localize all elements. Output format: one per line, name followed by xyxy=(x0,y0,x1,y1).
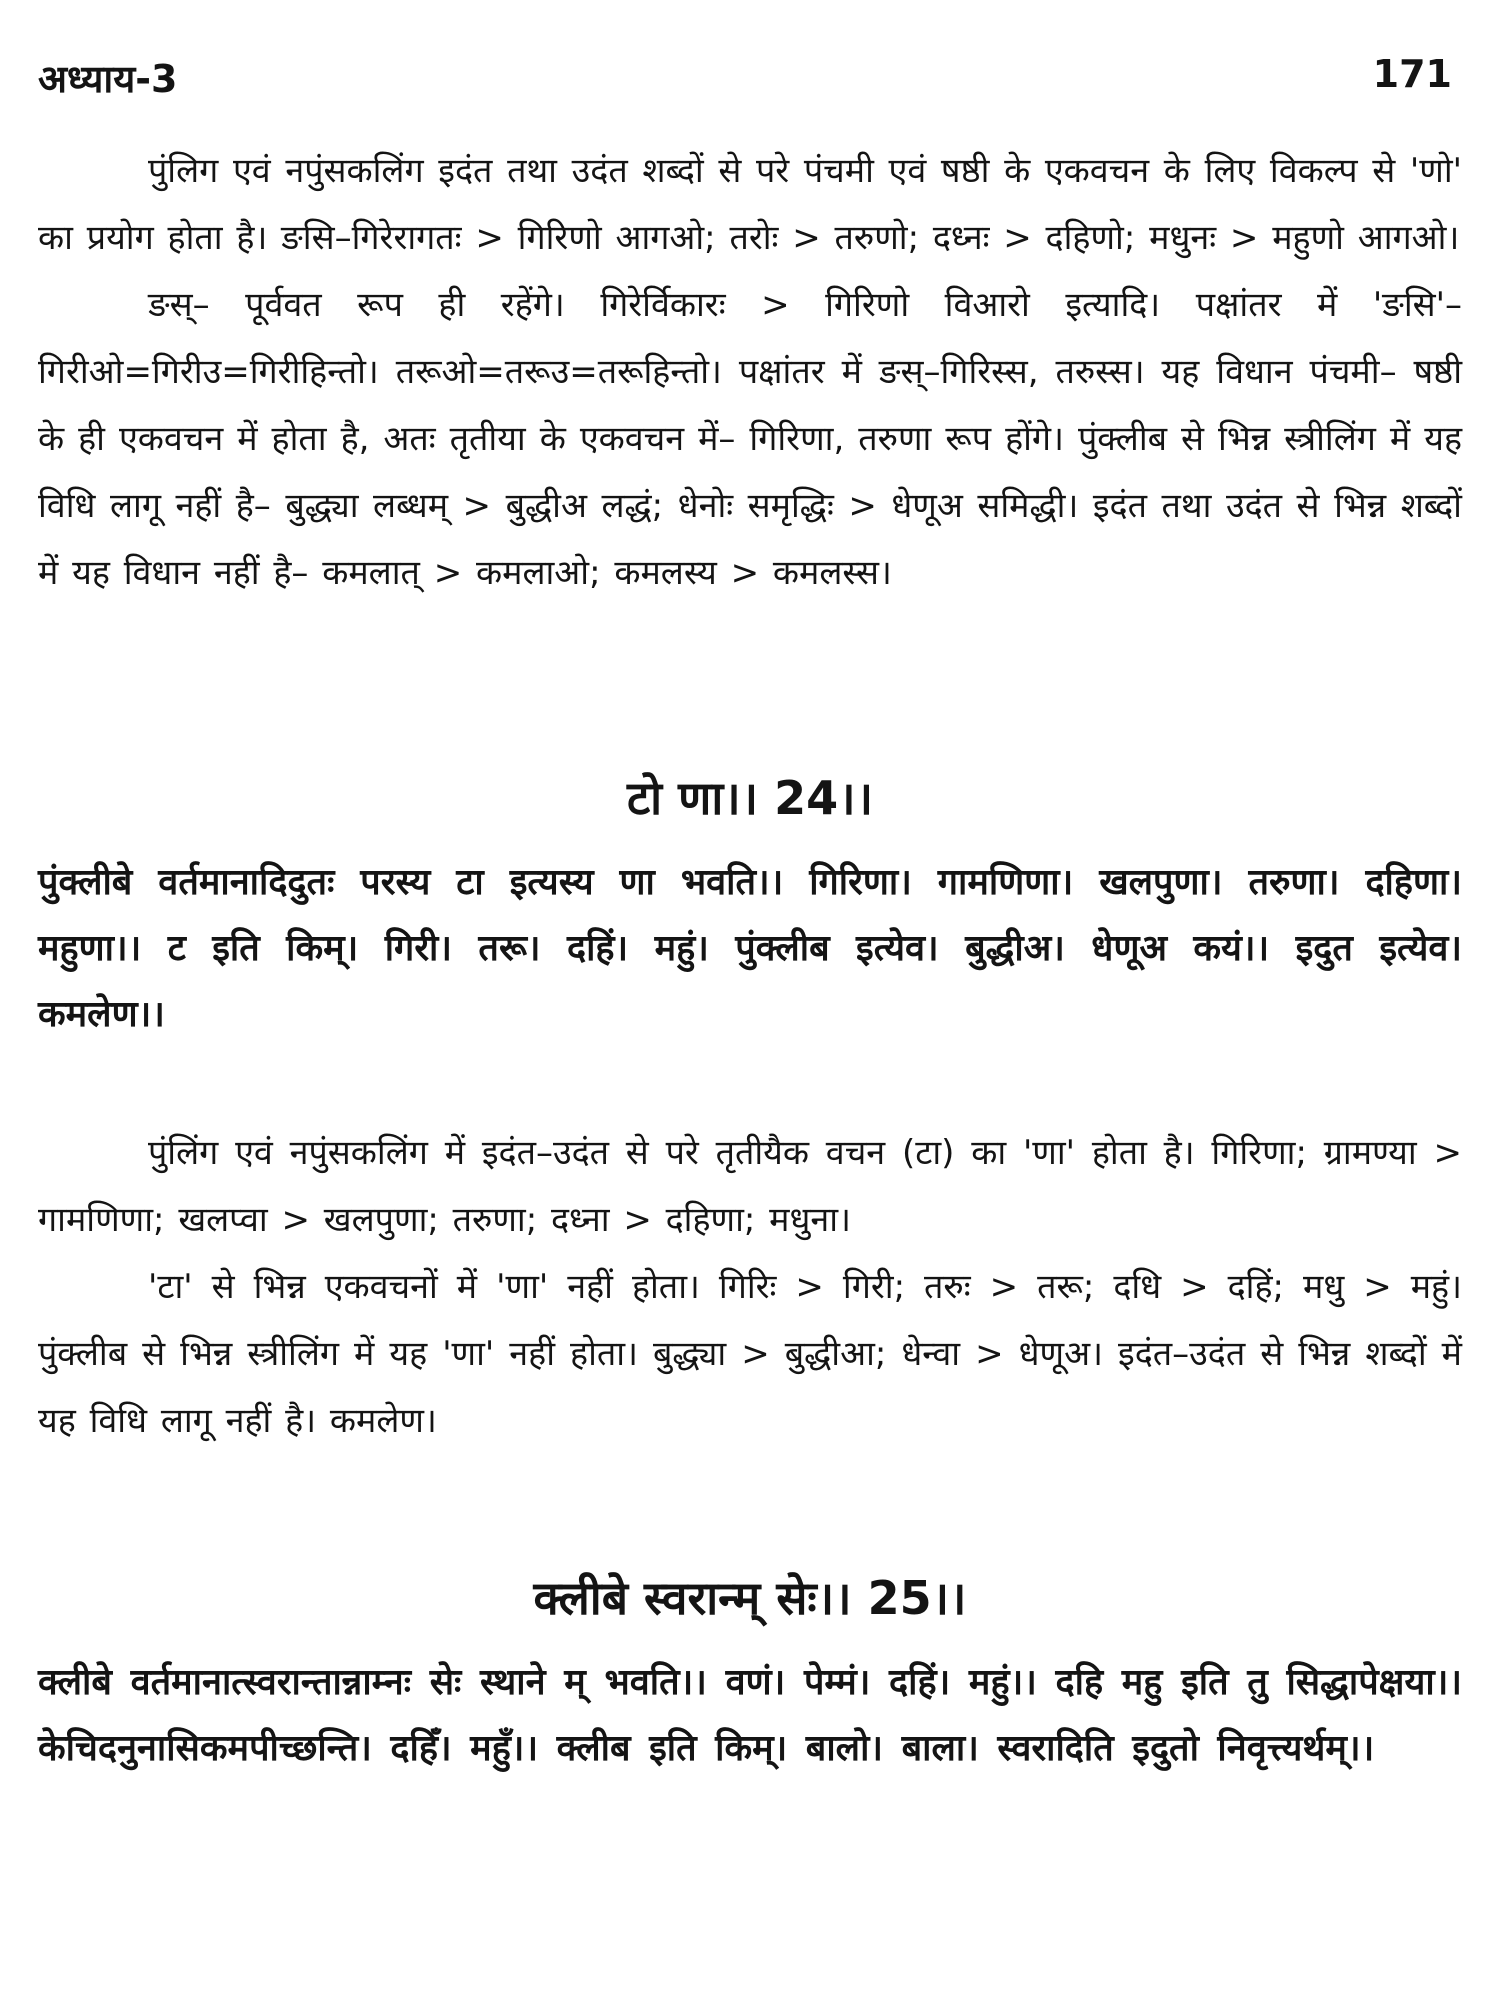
commentary-block-24 xyxy=(38,1120,1462,1455)
sutra-text-25: क्लीबे वर्तमानात्स्वरान्तान्नाम्नः सेः स्थाने म् भवति।। वणं। पेम्मं। दहिं। महुं।। दहि महु इति तु सिद्धापेक्षया।। केचिदनुनासिकमपीच्छन्ति। दहिँ। महुँ।। क्लीब इति किम्। बालो। बाला। स्वरादिति इदुतो निवृत्त्यर्थम्।। xyxy=(38,1662,1462,1769)
sutra-heading-25: क्लीबे स्वरान्म् सेः।। 25।। xyxy=(533,1571,967,1625)
commentary-paragraph: पुंलिग एवं नपुंसकलिंग इदंत तथा उदंत शब्दों से परे पंचमी एवं षष्ठी के एकवचन के लिए विकल्प से 'णो' का प्रयोग होता है। ङसि–गिरेरागतः > गिरिणो आगओ; तरोः > तरुणो; दध्नः > दहिणो; मधुनः > महुणो आगओ। xyxy=(38,151,1462,258)
commentary-paragraph: ङस्– पूर्ववत रूप ही रहेंगे। गिरेर्विकारः > गिरिणो विआरो इत्यादि। पक्षांतर में 'ङसि'–गिरीओ=गिरीउ=गिरीहिन्तो। तरूओ=तरूउ=तरूहिन्तो। पक्षांतर में ङस्–गिरिस्स, तरुस्स। यह विधान पंचमी– षष्ठी के ही एकवचन में होता है, अतः तृतीया के एकवचन में– गिरिणा, तरुणा रूप होंगे। पुंक्लीब से भिन्न स्त्रीलिंग में यह विधि लागू नहीं है– बुद्ध्या लब्धम् > बुद्धीअ लद्धं; धेनोः समृद्धिः > धेणूअ समिद्धी। इदंत तथा उदंत से भिन्न शब्दों में यह विधान नहीं है– कमलात् > कमलाओ; कमलस्य > कमलस्स। xyxy=(38,285,1462,593)
page-header xyxy=(38,52,1462,112)
commentary-paragraph: पुंलिंग एवं नपुंसकलिंग में इदंत–उदंत से परे तृतीयैक वचन (टा) का 'णा' होता है। गिरिणा; ग्रामण्या > गामणिणा; खलप्वा > खलपुणा; तरुणा; दध्ना > दहिणा; मधुना। xyxy=(38,1133,1462,1240)
sutra-text-24: पुंक्लीबे वर्तमानादिदुतः परस्य टा इत्यस्य णा भवति।। गिरिणा। गामणिणा। खलपुणा। तरुणा। दहिणा। महुणा।। ट इति किम्। गिरी। तरू। दहिं। महुं। पुंक्लीब इत्येव। बुद्धीअ। धेणूअ कयं।। इदुत इत्येव। कमलेण।। xyxy=(38,862,1462,1035)
chapter-label: अध्याय-3 xyxy=(38,57,178,101)
commentary-block-23 xyxy=(38,138,1462,607)
sutra-heading-24: टो णा।। 24।। xyxy=(626,771,874,825)
commentary-paragraph: 'टा' से भिन्न एकवचनों में 'णा' नहीं होता। गिरिः > गिरी; तरुः > तरू; दधि > दहिं; मधु > महुं। पुंक्लीब से भिन्न स्त्रीलिंग में यह 'णा' नहीं होता। बुद्ध्या > बुद्धीआ; धेन्वा > धेणूअ। इदंत–उदंत से भिन्न शब्दों में यह विधि लागू नहीं है। कमलेण। xyxy=(38,1267,1462,1441)
book-page xyxy=(38,0,1462,2000)
page-number: 171 xyxy=(1372,52,1452,96)
